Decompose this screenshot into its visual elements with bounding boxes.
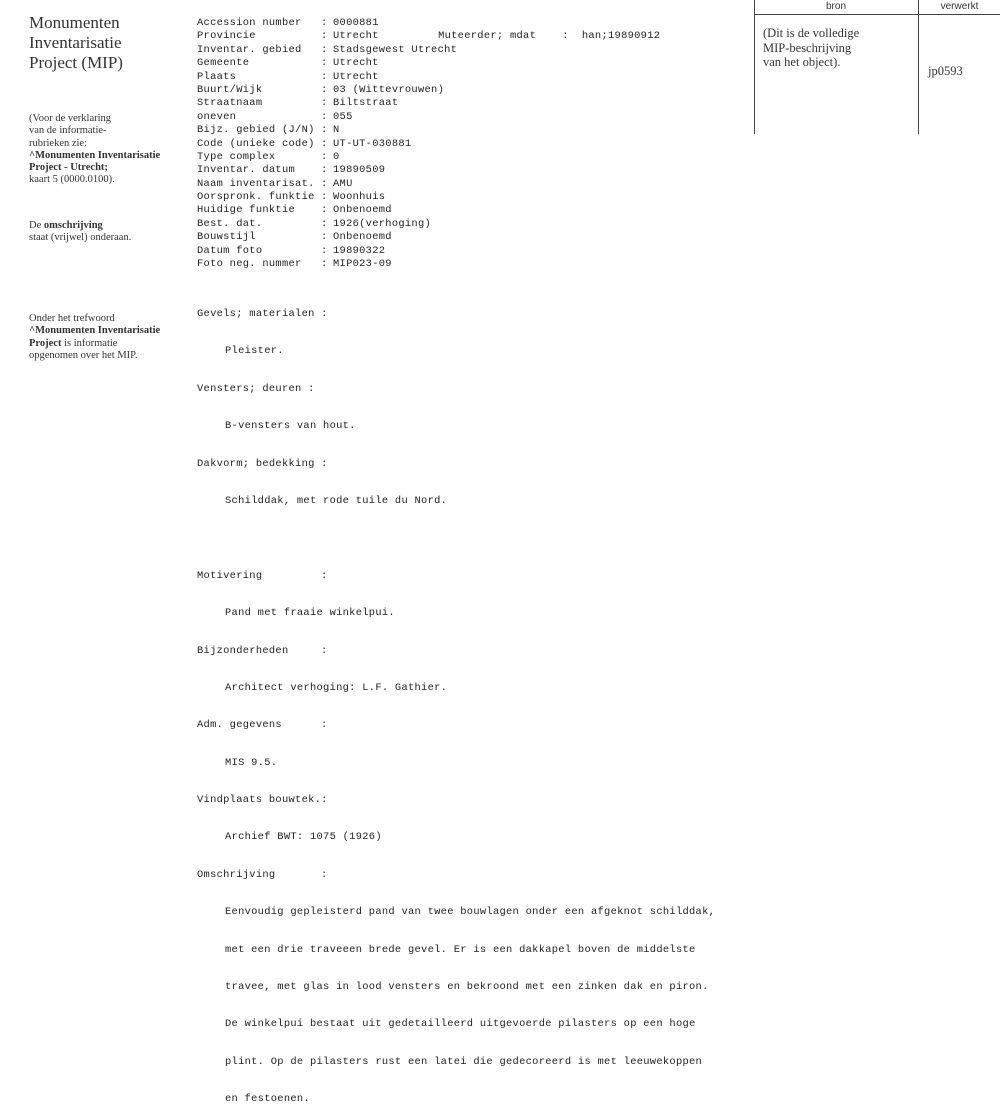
section-heading: Gevels; materialen : — [197, 308, 328, 320]
description-line: en festoenen. — [225, 1093, 310, 1106]
record-fields — [197, 17, 457, 271]
table-header — [754, 0, 1000, 15]
record-row — [197, 84, 457, 97]
keyword-note — [29, 313, 189, 362]
record-row — [197, 204, 457, 217]
field-value: Stadsgewest Utrecht — [333, 43, 458, 56]
field-value: 0000881 — [333, 17, 379, 29]
section-value: Archief BWT: 1075 (1926) — [225, 831, 382, 844]
field-label: Inventar. gebied — [197, 43, 302, 56]
description-note — [29, 220, 189, 245]
separator: : — [321, 57, 328, 70]
table-border — [754, 0, 755, 134]
field-value: Onbenoemd — [333, 231, 392, 244]
column-header-processed: verwerkt — [940, 1, 979, 12]
column-header-source: bron — [825, 1, 846, 12]
title-line: Inventarisatie — [29, 33, 122, 52]
note-line: rubrieken zie: — [29, 137, 88, 149]
field-label: Accession number — [197, 17, 302, 29]
section-value: MIS 9.5. — [225, 756, 278, 769]
separator: : — [321, 164, 328, 177]
description-sections: Gevels; materialen : Pleister. Vensters; deuren : B-vensters van hout. Dakvorm; bedekking : Schilddak, met rode tuile du Nord. Motivering : Pand met fraaie winkelpui. Bijzonderheden : Architect verhoging: L.F. Gathier. Adm. gegevens : MIS 9.5. Vindplaats bouwtek.: Archief BWT: 1075 (1926) Omschrijving : Eenvoudig gepleisterd pand van twee bouwlagen onder een afgeknot schilddak, met een drie traveeen brede gevel. Er is een dakkapel boven de middelste travee, met glas in lood vensters en bekroond met een zinken dak en piron. De winkelpui bestaat uit gedetailleerd uitgevoerde pilasters op een hoge plint. Op de pilasters rust een latei die gedecoreerd is met leeuwekoppen en festoenen. — [197, 308, 716, 1106]
section-heading: Adm. gegevens — [197, 719, 282, 732]
record-row — [197, 258, 457, 271]
field-label: Huidige funktie — [197, 204, 296, 217]
mutation-label: Muteerder; mdat — [438, 30, 537, 43]
record-row — [197, 30, 457, 43]
field-label: Best. dat. — [197, 217, 263, 230]
record-row — [197, 57, 457, 70]
field-value: Biltstraat — [333, 97, 399, 110]
page-title — [29, 13, 179, 73]
record-row — [197, 71, 457, 84]
record-row — [197, 124, 457, 137]
record-row — [197, 111, 457, 124]
source-table — [754, 0, 1000, 134]
note-line: Onder het trefwoord — [29, 313, 115, 324]
field-label: Bijz. gebied (J/N) — [197, 124, 315, 137]
record-row — [197, 151, 457, 164]
title-line: Project (MIP) — [29, 53, 123, 72]
separator: : — [321, 97, 328, 110]
field-label: Datum foto — [197, 244, 263, 257]
note-link[interactable]: Project - Utrecht; — [29, 162, 108, 174]
record-row — [197, 97, 457, 110]
field-value: N — [333, 124, 340, 137]
field-value: Utrecht — [333, 70, 379, 83]
section-value: B-vensters van hout. — [225, 420, 356, 433]
section-heading: Motivering — [197, 569, 263, 582]
title-line: Monumenten — [29, 13, 120, 32]
note-line: van de informatie- — [29, 125, 107, 137]
section-value: Schilddak, met rode tuile du Nord. — [225, 494, 448, 507]
source-line: MIP-beschrijving — [763, 40, 852, 55]
note-line: staat (vrijwel) onderaan. — [29, 232, 132, 244]
field-value: Onbenoemd — [333, 204, 392, 217]
field-value: 055 — [333, 110, 353, 123]
field-value: Utrecht — [333, 30, 379, 43]
separator: : — [321, 150, 328, 163]
field-value: 19890509 — [333, 164, 386, 177]
field-label: Type complex — [197, 150, 276, 163]
field-value: Utrecht — [333, 57, 379, 70]
note-line: (Voor de verklaring — [29, 113, 112, 124]
note-link[interactable]: ^Monumenten Inventarisatie — [29, 149, 161, 161]
note-text: is informatie — [61, 337, 118, 349]
note-text: De — [29, 220, 44, 231]
record-row — [197, 191, 457, 204]
field-value: 19890322 — [333, 244, 386, 257]
field-label: Oorspronk. funktie — [197, 191, 315, 204]
field-label: Inventar. datum — [197, 164, 296, 177]
field-label: oneven — [197, 110, 237, 123]
separator: : — [321, 204, 328, 217]
field-label: Plaats — [197, 70, 237, 83]
field-label: Bouwstijl — [197, 231, 256, 244]
record-row — [197, 245, 457, 258]
field-value: MIP023-09 — [333, 258, 392, 271]
field-label: Code (unieke code) — [197, 137, 315, 150]
separator: : — [321, 83, 328, 96]
description-line: Eenvoudig gepleisterd pand van twee bouwlagen onder een afgeknot schilddak, — [225, 906, 716, 919]
section-heading: Vindplaats bouwtek.: — [197, 794, 328, 807]
section-heading: Omschrijving — [197, 868, 276, 881]
description-line: travee, met glas in lood vensters en bekroond met een zinken dak en piron. — [225, 981, 709, 994]
field-label: Straatnaam — [197, 97, 263, 110]
separator: : — [321, 217, 328, 230]
section-heading: Vensters; deuren : — [197, 382, 315, 395]
field-label: Buurt/Wijk — [197, 83, 263, 96]
separator: : — [321, 30, 328, 43]
separator: : — [321, 110, 328, 123]
field-label: Provincie — [197, 30, 256, 43]
record-row — [197, 178, 457, 191]
section-heading: Dakvorm; bedekking : — [197, 457, 328, 470]
separator: : — [321, 124, 328, 137]
separator: : — [321, 258, 328, 271]
separator: : — [321, 17, 328, 29]
separator: : — [321, 231, 328, 244]
record-row — [197, 231, 457, 244]
explanation-note — [29, 113, 189, 187]
separator: : — [321, 177, 328, 190]
record-row — [197, 164, 457, 177]
description-line: met een drie traveeen brede gevel. Er is een dakkapel boven de middelste — [225, 943, 696, 956]
record-row — [197, 138, 457, 151]
field-label: Foto neg. nummer — [197, 258, 302, 271]
section-value: Pleister. — [225, 345, 284, 358]
field-value: AMU — [333, 177, 353, 190]
separator: : — [321, 70, 328, 83]
separator: : — [321, 137, 328, 150]
section-value: Architect verhoging: L.F. Gathier. — [225, 681, 448, 694]
field-value: 03 (Wittevrouwen) — [333, 83, 445, 96]
separator: : — [321, 191, 328, 204]
record-row — [197, 44, 457, 57]
section-heading: Bijzonderheden — [197, 644, 289, 657]
field-label: Gemeente — [197, 57, 250, 70]
separator: : — [321, 244, 328, 257]
note-line: kaart 5 (0000.0100). — [29, 174, 115, 186]
note-bold: omschrijving — [43, 220, 103, 231]
field-value: Woonhuis — [333, 191, 386, 204]
record-row — [197, 218, 457, 231]
section-value: Pand met fraaie winkelpui. — [225, 607, 395, 620]
source-line: (Dit is de volledige — [763, 26, 860, 40]
record-row — [197, 17, 457, 30]
separator: : — [536, 30, 582, 43]
mutation-info — [425, 17, 660, 44]
field-value: 0 — [333, 150, 340, 163]
table-divider — [918, 0, 919, 134]
field-label: Naam inventarisat. — [197, 177, 315, 190]
source-cell — [763, 26, 913, 70]
mutation-value: han;19890912 — [581, 30, 661, 43]
note-line: opgenomen over het MIP. — [29, 349, 138, 361]
description-line: De winkelpui bestaat uit gedetailleerd uitgevoerde pilasters op een hoge — [225, 1018, 696, 1031]
field-value: UT-UT-030881 — [333, 137, 412, 150]
field-value: 1926(verhoging) — [333, 217, 432, 230]
note-link[interactable]: ^Monumenten Inventarisatie — [29, 325, 161, 337]
source-line: van het object). — [763, 55, 841, 69]
processed-cell: jp0593 — [928, 64, 963, 78]
separator: : — [321, 43, 328, 56]
note-link[interactable]: Project — [29, 337, 62, 349]
description-line: plint. Op de pilasters rust een latei die gedecoreerd is met leeuwekoppen — [225, 1055, 703, 1068]
